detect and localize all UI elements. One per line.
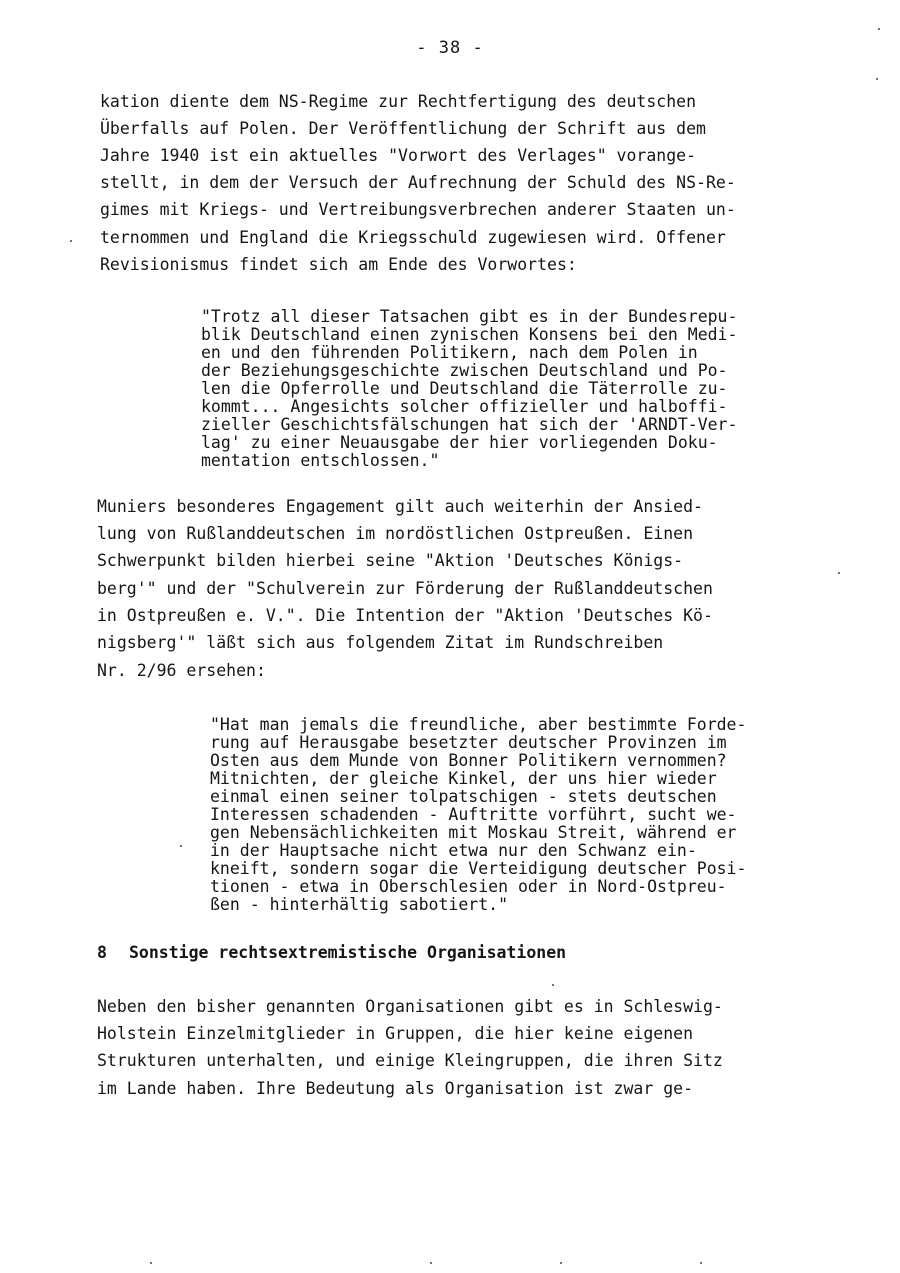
quote-line: en und den führenden Politikern, nach dem Polen in [201, 343, 698, 362]
quote-line: len die Opferrolle und Deutschland die Täterrolle zu- [201, 379, 728, 398]
paragraph-line: Überfalls auf Polen. Der Veröffentlichung der Schrift aus dem [100, 119, 706, 138]
paragraph-line: stellt, in dem der Versuch der Aufrechnung der Schuld des NS-Re- [100, 173, 736, 192]
paragraph-line: kation diente dem NS-Regime zur Rechtfertigung des deutschen [100, 92, 697, 111]
quote-line: rung auf Herausgabe besetzter deutscher Provinzen im [210, 733, 727, 752]
quote-line: zieller Geschichtsfälschungen hat sich der 'ARNDT-Ver- [201, 415, 738, 434]
paragraph-line: Strukturen unterhalten, und einige Kleingruppen, die ihren Sitz [97, 1051, 723, 1070]
page-number: - 38 - [416, 38, 484, 58]
paragraph-line: Muniers besonderes Engagement gilt auch weiterhin der Ansied- [97, 497, 703, 516]
paragraph-line: berg'" und der "Schulverein zur Förderung der Rußlanddeutschen [97, 579, 713, 598]
quote-line: ßen - hinterhältig sabotiert." [210, 895, 509, 914]
paragraph-line: nigsberg'" läßt sich aus folgendem Zitat im Rundschreiben [97, 633, 664, 652]
section-title: Sonstige rechtsextremistische Organisationen [129, 943, 567, 962]
scan-speck [700, 1262, 702, 1264]
scan-speck [876, 78, 878, 80]
section-heading [97, 943, 566, 962]
quote-line: tionen - etwa in Oberschlesien oder in Nord-Ostpreu- [210, 877, 727, 896]
quote-line: mentation entschlossen." [201, 451, 440, 470]
quote-line: lag' zu einer Neuausgabe der hier vorliegenden Doku- [201, 433, 718, 452]
quote-line: blik Deutschland einen zynischen Konsens bei den Medi- [201, 325, 738, 344]
paragraph-line: gimes mit Kriegs- und Vertreibungsverbrechen anderer Staaten un- [100, 200, 736, 219]
quote-line: kommt... Angesichts solcher offizieller und halboffi- [201, 397, 728, 416]
paragraph-line: im Lande haben. Ihre Bedeutung als Organisation ist zwar ge- [97, 1079, 694, 1098]
quote-line: Osten aus dem Munde von Bonner Politikern vernommen? [210, 751, 727, 770]
paragraph-line: Schwerpunkt bilden hierbei seine "Aktion 'Deutsches Königs- [97, 551, 684, 570]
section-number: 8 [97, 943, 107, 962]
paragraph-line: Nr. 2/96 ersehen: [97, 661, 266, 680]
quote-line: der Beziehungsgeschichte zwischen Deutschland und Po- [201, 361, 728, 380]
quote-line: in der Hauptsache nicht etwa nur den Schwanz ein- [210, 841, 697, 860]
scan-speck [878, 28, 880, 30]
quote-line: "Hat man jemals die freundliche, aber bestimmte Forde- [210, 715, 747, 734]
scan-speck [430, 1262, 432, 1264]
scan-speck [180, 845, 182, 847]
scan-speck [150, 1262, 152, 1264]
quote-line: "Trotz all dieser Tatsachen gibt es in der Bundesrepu- [201, 307, 738, 326]
paragraph-line: Jahre 1940 ist ein aktuelles "Vorwort des Verlages" vorange- [100, 146, 697, 165]
paragraph-line: lung von Rußlanddeutschen im nordöstlichen Ostpreußen. Einen [97, 524, 694, 543]
scan-speck [838, 572, 840, 574]
scan-speck [552, 984, 554, 986]
quote-line: Interessen schadenden - Auftritte vorführt, sucht we- [210, 805, 737, 824]
paragraph-line: ternommen und England die Kriegsschuld zugewiesen wird. Offener [100, 228, 726, 247]
paragraph-line: in Ostpreußen e. V.". Die Intention der "Aktion 'Deutsches Kö- [97, 606, 713, 625]
scan-speck [70, 240, 72, 242]
quote-line: kneift, sondern sogar die Verteidigung deutscher Posi- [210, 859, 747, 878]
paragraph-line: Neben den bisher genannten Organisationen gibt es in Schleswig- [97, 997, 723, 1016]
paragraph-line: Holstein Einzelmitglieder in Gruppen, die hier keine eigenen [97, 1024, 694, 1043]
scan-speck [560, 1262, 562, 1264]
quote-line: Mitnichten, der gleiche Kinkel, der uns hier wieder [210, 769, 717, 788]
quote-line: gen Nebensächlichkeiten mit Moskau Streit, während er [210, 823, 737, 842]
quote-line: einmal einen seiner tolpatschigen - stets deutschen [210, 787, 717, 806]
paragraph-line: Revisionismus findet sich am Ende des Vorwortes: [100, 255, 577, 274]
